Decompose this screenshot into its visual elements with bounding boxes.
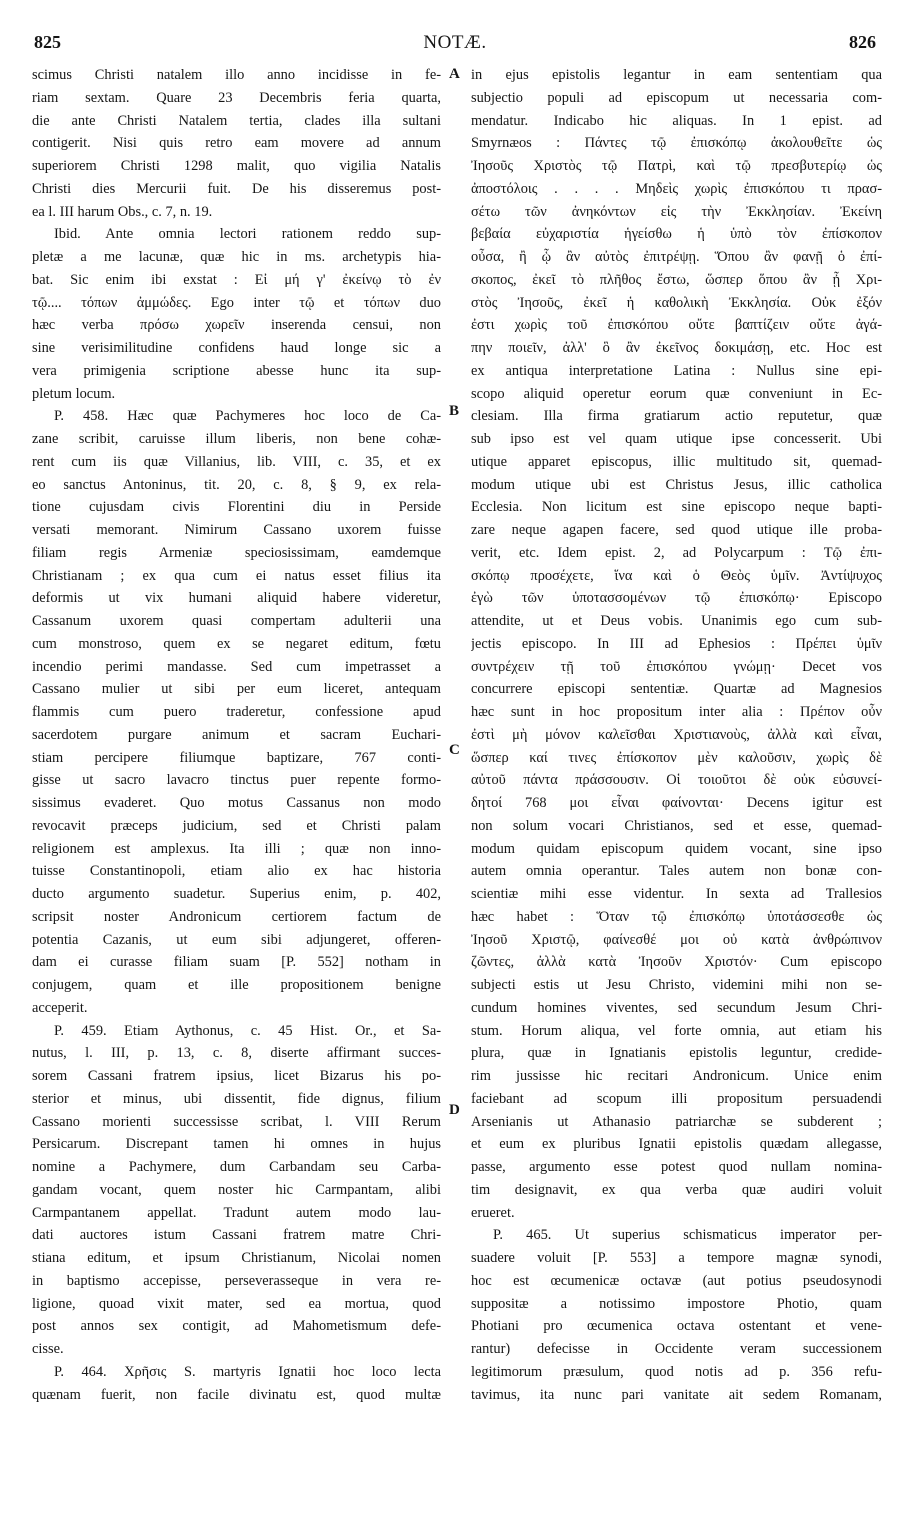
- text-line: hæc verba πρόσω χωρεῖν inserenda censui, non: [32, 317, 441, 334]
- text-line: ζῶντες, ἀλλὰ κατὰ Ἰησοῦν Χριστόν· Cum episcopo: [471, 954, 882, 971]
- text-line: scientiæ mihi esse videntur. In sexta ad Trallesios: [471, 886, 882, 902]
- text-line: hæc habet : Ὅταν τῷ ἐπισκόπῳ ὑποτάσσεσθε ὡς: [471, 908, 882, 925]
- text-line: quænam fuerit, non facile divinatu est, quod multæ: [32, 1386, 441, 1403]
- text-line: incendio perimi mandasse. Sed cum impetrasset a: [32, 658, 441, 675]
- right-column: [471, 64, 882, 1406]
- text-line: revocavit præceps judicium, sed et Christi palam: [32, 817, 441, 834]
- text-line: modum utique ubi est Christus Jesus, illic catholica: [471, 476, 882, 493]
- text-line: contigerit. Nisi quis retro eam movere ad annum: [32, 135, 441, 152]
- page-number-left: 825: [34, 32, 61, 52]
- text-line: flammis cum puero traderetur, confessione apud: [32, 704, 441, 720]
- text-line: P. 458. Hæc quæ Pachymeres hoc loco de Ca-: [54, 408, 441, 425]
- text-line: συντρέχειν τῇ τοῦ ἐπισκόπου γνώμῃ· Decet vos: [471, 658, 882, 675]
- text-line: zane scribit, caruisse illum liberis, non bene cohæ-: [32, 431, 441, 447]
- text-line: tavimus, ita nunc pari vanitate ait sedem Romanam,: [471, 1386, 882, 1403]
- text-line: Cassanum uxorem quasi compertam adulterii una: [32, 613, 441, 629]
- text-line: sterior et minus, ubi dissentit, fide dignus, filium: [32, 1090, 441, 1107]
- text-line: pletæ a me lacunæ, quæ hic in ms. archetypis hia-: [32, 249, 441, 265]
- text-line: sissimus evaderet. Quo motus Cassanus non modo: [32, 795, 441, 811]
- text-line: faciebant ad scopum illi propositum persuadendi: [471, 1090, 882, 1107]
- text-line: Cassano mulier ut sibi per eum liceret, antequam: [32, 681, 441, 698]
- left-column: [32, 64, 441, 1406]
- text-line: ducto argumento suadetur. Superius enim, p. 402,: [32, 886, 441, 902]
- text-line: zare neque agapen facere, sed quod utique ille proba-: [471, 522, 882, 538]
- text-line: stiam percipere filiumque baptizare, 767 conti-: [32, 749, 441, 766]
- text-line: mendatur. Indicabo hic aliquas. In 1 epist. ad: [471, 112, 882, 129]
- text-line: die ante Christi Natalem tertia, clades illa sultani: [32, 112, 441, 129]
- text-line: scimus Christi natalem illo anno incidisse in fe-: [32, 67, 441, 83]
- running-title: NOTÆ.: [423, 32, 487, 53]
- text-line: σέτω τῶν ἀνηκόντων εἰς τὴν Ἐκκλησίαν. Ἐκείνη: [471, 203, 882, 220]
- text-line: modum quidam episcopum quidem vocant, sine ipso: [471, 840, 882, 857]
- text-line: tim designavit, ex qua verba quæ audiri voluit: [471, 1181, 882, 1198]
- text-line: ἐστι χωρὶς τοῦ ἐπισκόπου οὔτε βαπτίζειν οὔτε ἀγά-: [471, 317, 882, 334]
- text-line: versati memorant. Nimirum Cassano uxorem fuisse: [32, 522, 441, 538]
- text-line: rantur) defecisse in Occidente veram successionem: [471, 1341, 882, 1357]
- text-line: religionem est amplexus. Ita illi ; quæ non inno-: [32, 840, 441, 857]
- text-line: deformis ut vix humani aliquid habere videretur,: [32, 590, 441, 607]
- text-line: dam ei curasse filiam suam [P. 552] notham in: [32, 954, 441, 971]
- text-line: erueret.: [471, 1204, 515, 1221]
- text-line: ex antiqua interpretatione Latina : Nullus sine epi-: [471, 362, 882, 379]
- text-line: Christi dies Mercurii fuit. De his disseremus post-: [32, 180, 441, 197]
- text-line: hoc est œcumenicæ octavæ (aut potius pseudosynodi: [471, 1272, 882, 1289]
- text-line: suadere voluit [P. 553] a tempore magnæ synodi,: [471, 1250, 882, 1266]
- margin-letter-b: B: [449, 403, 460, 419]
- text-line: sine verisimilitudine confidens haud longe sic a: [32, 340, 441, 356]
- text-line: eo sanctus Antoninus, tit. 20, c. 8, § 9, ex rela-: [32, 476, 441, 493]
- text-line: σκόπῳ προσέχετε, ἵνα καὶ ὁ Θεὸς ὑμῖν. Ἀντίψυχος: [471, 567, 882, 584]
- text-line: Persicarum. Discrepant tamen hi omnes in hujus: [32, 1136, 441, 1153]
- text-line: Ibid. Ante omnia lectori rationem reddo sup-: [54, 226, 441, 243]
- text-line: Arsenianis ut Athanasio patriarchæ se subderent ;: [471, 1113, 882, 1130]
- text-line: Carmpantanem appellat. Tradunt autem modo lau-: [32, 1204, 441, 1221]
- text-line: sorem Cassani fratrem ipsius, licet Bizarus his po-: [32, 1068, 441, 1084]
- text-line: Ἰησοῦς Χριστὸς τῷ Πατρὶ, καὶ τῷ πρεσβυτερίῳ ὡς: [471, 158, 882, 174]
- text-line: scopo aliquid operetur eorum quæ conveniunt in Ec-: [471, 385, 882, 402]
- text-line: plura, quæ in Ignatianis epistolis leguntur, credide-: [471, 1045, 882, 1062]
- text-line: scripsit noster Andronicum certiorem factum de: [32, 908, 441, 925]
- text-line: nutus, l. III, p. 13, c. 8, diserte affirmant succes-: [32, 1045, 441, 1062]
- text-line: legitimorum præsulum, quod notis ad p. 356 refu-: [471, 1363, 882, 1380]
- text-line: ἐγὼ τῶν ὑποτασσομένων τῷ ἐπισκόπῳ· Episcopo: [471, 590, 882, 607]
- text-line: στὸς Ἰησοῦς, ἐκεῖ ἡ καθολικὴ Ἐκκλησία. Οὐκ ἐξόν: [471, 294, 882, 311]
- text-line: autem omnia operantur. Tales autem non bonæ con-: [471, 863, 882, 880]
- text-line: ἀποστόλοις . . . . Μηδεὶς χωρὶς ἐπισκόπου τι πρασ-: [471, 180, 882, 197]
- text-line: suppositæ a notissimo impostore Photio, quam: [471, 1295, 882, 1312]
- text-line: ὥσπερ καί τινες ἐπίσκοπον μὲν καλοῦσιν, χωρὶς δὲ: [471, 749, 882, 766]
- text-line: riam sextam. Quare 23 Decembris feria quarta,: [32, 89, 441, 106]
- text-line: ea l. III harum Obs., c. 7, n. 19.: [32, 203, 213, 220]
- text-line: attendite, ut et Deus vobis. Unanimis ego cum sub-: [471, 613, 882, 629]
- text-line: stiana editum, et ipsum Christianum, Nicolai nomen: [32, 1250, 441, 1266]
- text-line: οὖσα, ἢ ᾧ ἂν αὐτὸς ἐπιτρέψῃ. Ὅπου ἂν φανῇ ὁ ἐπί-: [471, 249, 882, 265]
- text-line: bat. Sic enim ibi exstat : Εἰ μή γ' ἐκείνῳ τὸ ἐν: [32, 271, 441, 288]
- text-line: Ἰησοῦ Χριστῷ, φαίνεσθέ μοι οὐ κατὰ ἀνθρώπινον: [471, 931, 882, 948]
- text-line: tuisse Constantinopoli, etiam alio ex hac historia: [32, 863, 441, 880]
- text-line: subjecti estis ut Jesu Christo, videmini mihi non se-: [471, 977, 882, 993]
- text-line: in baptismo accepisse, perseverasseque in vera re-: [32, 1272, 441, 1289]
- text-line: non solum vocari Christianos, sed et esse, quemad-: [471, 817, 882, 834]
- text-line: passe, argumento esse potest quod nullam nomina-: [471, 1159, 882, 1175]
- page-number-right: 826: [849, 32, 876, 52]
- text-line: τῷ.... τόπων ἀμμώδες. Ego inter τῷ et τόπων duo: [32, 294, 441, 311]
- margin-letter-c: C: [449, 742, 460, 758]
- text-line: gisse ut sacro lavacro tinctus puer repente formo-: [32, 772, 441, 789]
- text-line: P. 464. Χρῆσις S. martyris Ignatii hoc loco lecta: [54, 1363, 441, 1380]
- text-line: βεβαία εὐχαριστία ἡγείσθω ἡ ὑπὸ τὸν ἐπίσκοπον: [471, 226, 882, 243]
- text-line: πην ποιεῖν, ἀλλ' ὃ ἂν ἐκεῖνος δοκιμάσῃ, etc. Hoc est: [471, 340, 882, 356]
- margin-letter-d: D: [449, 1102, 460, 1118]
- text-line: verit, etc. Idem epist. 2, ad Polycarpum : Τῷ ἐπι-: [471, 544, 882, 561]
- text-line: utique apparet episcopus, illic multitudo sit, quemad-: [471, 453, 882, 470]
- text-line: clesiam. Illa firma gratiarum actio reputetur, quæ: [471, 408, 882, 425]
- page-header: [0, 30, 910, 56]
- text-line: Ecclesia. Non licitum est sine episcopo neque bapti-: [471, 499, 882, 516]
- text-line: Cassano morienti successisse scribat, l. VIII Rerum: [32, 1113, 441, 1130]
- text-line: cisse.: [32, 1341, 64, 1357]
- text-line: Christianam ; ex qua cum ei natus esset filius ita: [32, 567, 441, 584]
- text-line: nomine a Pachymere, dum Carbandam seu Carba-: [32, 1159, 441, 1175]
- text-line: Photiani pro œcumenica octava ostentant et vene-: [471, 1318, 882, 1335]
- text-line: subjectio populi ad episcopum ut necessaria com-: [471, 89, 882, 106]
- margin-letter-a: A: [449, 66, 460, 82]
- text-line: jectis episcopo. In III ad Ephesios : Πρέπει ὑμῖν: [471, 635, 882, 652]
- text-line: P. 459. Etiam Aythonus, c. 45 Hist. Or., et Sa-: [54, 1022, 441, 1039]
- text-line: acceperit.: [32, 999, 88, 1016]
- text-line: tione cujusdam civis Florentini diu in Perside: [32, 499, 441, 516]
- text-line: P. 465. Ut superius schismaticus imperator per-: [493, 1227, 882, 1244]
- text-line: post annos sex contigit, ad Mahometismum defe-: [32, 1318, 441, 1335]
- text-line: cum monstroso, quem ex se negaret editum, fœtu: [32, 635, 441, 652]
- text-line: sacerdotem purgare animum et sacram Euchari-: [32, 726, 441, 743]
- text-line: hæc sunt in hoc propositum inter alia : Πρέπον οὖν: [471, 704, 882, 720]
- text-line: superiorem Christi 1298 malit, quo vigilia Natalis: [32, 158, 441, 174]
- text-line: gandam vocant, quem noster hic Carmpantam, alibi: [32, 1181, 441, 1198]
- text-line: in ejus epistolis legantur in eam sententiam qua: [471, 67, 882, 83]
- text-line: conjugem, quam et ille propositionem benigne: [32, 977, 441, 993]
- text-line: δητοί 768 μοι εἶναι φαίνονται· Decens igitur est: [471, 795, 882, 811]
- text-line: rim jussisse hic recitari Andronicum. Unice enim: [471, 1068, 882, 1084]
- text-line: potentia Cazanis, ut eum sibi adjungeret, offeren-: [32, 931, 441, 948]
- text-line: dati auctores istum Cassani fratrem matre Chri-: [32, 1227, 441, 1244]
- text-line: rent cum iis quæ Villanius, lib. VIII, c. 35, et ex: [32, 453, 441, 470]
- text-line: αὐτοῦ πάντα πράσσουσιν. Οἱ τοιοῦτοι δὲ οὐκ εὐσυνεί-: [471, 772, 882, 789]
- text-line: ἐστὶ μὴ μόνον καλεῖσθαι Χριστιανοὺς, ἀλλὰ καὶ εἶναι,: [471, 726, 882, 743]
- text-line: σκοπος, ἐκεῖ τὸ πλῆθος ἔστω, ὥσπερ ὅπου ἂν ᾖ Χρι-: [471, 271, 882, 288]
- text-line: stum. Horum aliqua, vel forte omnia, aut etiam his: [471, 1022, 882, 1039]
- text-line: ligione, quoad vixit mater, sed ea mortua, quod: [32, 1295, 441, 1312]
- text-line: cundum homines viventes, sed secundum Jesum Chri-: [471, 999, 882, 1016]
- text-line: et eum ex pluribus Ignatii epistolis quædam allegasse,: [471, 1136, 882, 1153]
- text-line: vera primigenia scriptione abesse hunc ita sup-: [32, 362, 441, 379]
- text-line: filiam regis Armeniæ speciosissimam, eamdemque: [32, 544, 441, 561]
- text-line: Smyrnæos : Πάντες τῷ ἐπισκόπῳ ἀκολουθεῖτε ὡς: [471, 135, 882, 152]
- text-line: sub ipso est vel quam utique ipse concesserit. Ubi: [471, 431, 882, 447]
- text-line: concurrere episcopi sententiæ. Quartæ ad Magnesios: [471, 681, 882, 698]
- text-line: pletum locum.: [32, 385, 116, 402]
